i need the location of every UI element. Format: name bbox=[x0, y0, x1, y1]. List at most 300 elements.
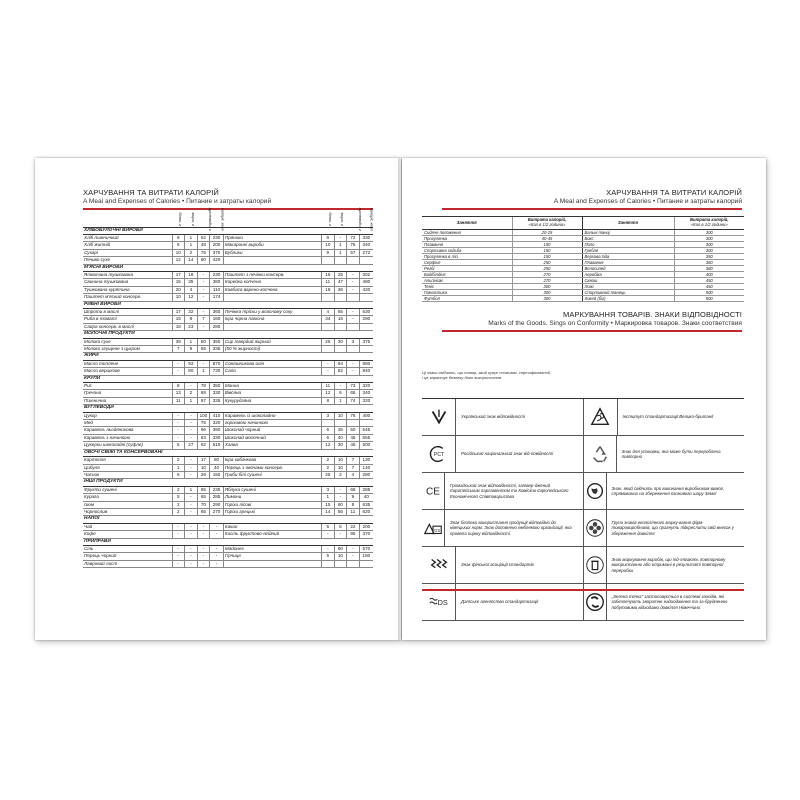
food-value bbox=[322, 323, 335, 330]
table-row bbox=[83, 390, 373, 397]
food-value: - bbox=[185, 383, 198, 390]
food-value: 350 bbox=[210, 338, 224, 345]
food-value: 6 bbox=[322, 427, 335, 434]
food-value: 420 bbox=[359, 286, 373, 293]
col-kcal: калорії, ккал bbox=[220, 207, 226, 231]
food-value: 40 bbox=[210, 464, 224, 471]
activity-calories: 20-25 bbox=[512, 230, 582, 236]
food-value: - bbox=[185, 420, 198, 427]
food-value: 1 bbox=[185, 397, 198, 404]
food-value: 36 bbox=[334, 286, 347, 293]
food-name: Лавровий лист bbox=[83, 560, 172, 567]
food-value: 340 bbox=[359, 390, 373, 397]
food-name: Печиво сухе bbox=[83, 257, 172, 264]
food-value: - bbox=[172, 560, 185, 567]
food-value: - bbox=[172, 545, 185, 552]
table-row bbox=[83, 508, 373, 515]
food-value: 1 bbox=[185, 486, 198, 493]
food-value: 74 bbox=[347, 397, 360, 404]
food-value: - bbox=[197, 560, 210, 567]
food-value: 290 bbox=[359, 316, 373, 323]
food-value: 80 bbox=[185, 368, 198, 375]
food-value: 8 bbox=[172, 234, 185, 241]
col-kcal-2: калорії, ккал bbox=[369, 207, 375, 231]
food-section-row bbox=[83, 479, 373, 486]
food-value: 65 bbox=[197, 486, 210, 493]
table-row bbox=[83, 471, 373, 478]
food-value: 65 bbox=[197, 494, 210, 501]
food-value: 6 bbox=[322, 234, 335, 241]
food-value: 1 bbox=[322, 494, 335, 501]
food-value: 370 bbox=[359, 531, 373, 538]
food-value: 320 bbox=[359, 397, 373, 404]
food-value: 7 bbox=[347, 464, 360, 471]
calories-header-2: «Кал в 1/2 години» bbox=[528, 222, 566, 227]
food-value: 60 bbox=[334, 545, 347, 552]
food-name: Кофе bbox=[83, 531, 172, 538]
food-value: 360 bbox=[210, 308, 224, 315]
food-value: - bbox=[334, 486, 347, 493]
table-row bbox=[83, 501, 373, 508]
food-name: Яловичина тушкована bbox=[83, 271, 172, 278]
food-value: 65 bbox=[347, 390, 360, 397]
food-value: 9 bbox=[185, 346, 198, 353]
bin-icon bbox=[584, 547, 607, 583]
ce-mark-icon bbox=[422, 473, 445, 509]
food-section-row bbox=[83, 331, 373, 338]
food-value: - bbox=[334, 234, 347, 241]
food-value bbox=[359, 560, 373, 567]
activity-calories: 350 bbox=[674, 254, 744, 260]
food-name: Паштет з печінки консерв. bbox=[223, 271, 321, 278]
food-value: 45 bbox=[347, 442, 360, 449]
food-value: 6 bbox=[322, 434, 335, 441]
food-name: Чай bbox=[83, 523, 172, 530]
food-value: 5 bbox=[334, 523, 347, 530]
food-value: 40 bbox=[359, 494, 373, 501]
food-value bbox=[322, 257, 335, 264]
food-value: - bbox=[197, 271, 210, 278]
activity-calories: 150 bbox=[512, 242, 582, 248]
food-value: 15 bbox=[172, 316, 185, 323]
food-value: 5 bbox=[322, 553, 335, 560]
food-name: Цибуля bbox=[83, 464, 172, 471]
mark-text: Громадський знак відповідності, затвер-джений Європейським парламентом та Комісією Європейського Економічного Співтовариства bbox=[450, 482, 569, 499]
note-line-1: Ці знаки свідчать, що товар, який купує споживач, сертифікований, bbox=[422, 370, 552, 375]
food-value: 285 bbox=[210, 494, 224, 501]
food-name: Пшенична bbox=[83, 397, 172, 404]
food-value: - bbox=[210, 545, 224, 552]
activity-calories: 150 bbox=[512, 248, 582, 254]
activity-calories: 300 bbox=[674, 248, 744, 254]
activity-calories: 360 bbox=[674, 260, 744, 266]
food-name: Чорнослив bbox=[83, 508, 172, 515]
food-value: - bbox=[210, 560, 224, 567]
food-name: Соняшникова олія bbox=[223, 360, 321, 367]
marks-table bbox=[422, 398, 744, 621]
food-value: 555 bbox=[359, 434, 373, 441]
food-value bbox=[322, 560, 335, 567]
food-name: Хліб пшеничний bbox=[83, 234, 172, 241]
food-value: 280 bbox=[359, 471, 373, 478]
food-value: 570 bbox=[359, 545, 373, 552]
activity-calories: 400 bbox=[674, 272, 744, 278]
food-value: 25 bbox=[322, 471, 335, 478]
food-name: Паштет м'ясний консерв. bbox=[83, 294, 172, 301]
food-value: 370 bbox=[210, 249, 224, 256]
food-section-row bbox=[83, 449, 373, 456]
food-name: Горіхи грецькі bbox=[223, 508, 321, 515]
ce-label: CE bbox=[425, 486, 441, 498]
food-value: 4 bbox=[347, 471, 360, 478]
table-row bbox=[83, 464, 373, 471]
food-name: Сайра консерв. в маслі bbox=[83, 323, 172, 330]
food-value bbox=[347, 323, 360, 330]
food-name: Сіль bbox=[83, 545, 172, 552]
food-value: 9 bbox=[347, 494, 360, 501]
table-row bbox=[83, 346, 373, 353]
table-row bbox=[83, 234, 373, 241]
food-name: Карамель льодяникова bbox=[83, 427, 172, 434]
section-label: ЖИРИ bbox=[83, 353, 373, 360]
food-name: Шоколад молочний bbox=[223, 434, 321, 441]
food-value: - bbox=[197, 286, 210, 293]
food-value bbox=[359, 346, 373, 353]
table-row bbox=[83, 427, 373, 434]
mark-text: Датське агентство стандартизації bbox=[461, 599, 539, 605]
food-value: 35 bbox=[185, 279, 198, 286]
food-value: 1 bbox=[172, 464, 185, 471]
food-value: 82 bbox=[334, 368, 347, 375]
food-value: 23 bbox=[185, 323, 198, 330]
col-fat: жири, г bbox=[190, 211, 196, 226]
food-section-row bbox=[83, 516, 373, 523]
food-value: 47 bbox=[334, 279, 347, 286]
mark-row bbox=[422, 399, 744, 436]
food-value: 76 bbox=[347, 412, 360, 419]
col-protein-2: білок, г bbox=[327, 211, 333, 226]
food-value: - bbox=[197, 360, 210, 367]
food-name: Кукурудзяна bbox=[223, 397, 321, 404]
food-value: - bbox=[334, 383, 347, 390]
food-value: 380 bbox=[210, 279, 224, 286]
food-value: 15 bbox=[322, 501, 335, 508]
food-value: 11 bbox=[322, 279, 335, 286]
food-value: - bbox=[185, 464, 198, 471]
activity-name: Гребля bbox=[582, 248, 674, 254]
food-value: - bbox=[172, 434, 185, 441]
food-value: - bbox=[347, 368, 360, 375]
food-value: 2 bbox=[185, 390, 198, 397]
table-row bbox=[83, 397, 373, 404]
food-value: 410 bbox=[210, 412, 224, 419]
mark-text: Знак, який свідчить про виконання виробником вимог, спрямованих на збереження озонового шару Землі bbox=[611, 485, 725, 496]
table-row bbox=[83, 420, 373, 427]
activity-name: Лижі bbox=[582, 284, 674, 290]
food-value: - bbox=[185, 434, 198, 441]
mark-text: Знак маркування виробів, що під-лягають повторному використанню або отримані в результаті повторної переробки bbox=[611, 556, 726, 573]
food-name: горіховою начинкою bbox=[223, 420, 321, 427]
food-value: 380 bbox=[210, 427, 224, 434]
mark-text: Російський національний знак від-повідності bbox=[461, 451, 554, 457]
food-value: 72 bbox=[347, 234, 360, 241]
mark-text: Знак фінської асоціації стандартів bbox=[461, 562, 534, 568]
marks-divider bbox=[442, 330, 742, 332]
food-value: 840 bbox=[359, 368, 373, 375]
activity-calories: 150 bbox=[512, 254, 582, 260]
table-row bbox=[83, 560, 373, 567]
food-name bbox=[223, 323, 321, 330]
food-value: 15 bbox=[322, 271, 335, 278]
marks-title: МАРКУВАННЯ ТОВАРІВ. ЗНАКИ ВІДПОВІДНОСТІ bbox=[563, 310, 742, 319]
food-value: 2 bbox=[172, 457, 185, 464]
food-name: Курага bbox=[83, 494, 172, 501]
mark-text: Знак для упаковки, яка може бути перероблена повторно bbox=[621, 448, 721, 459]
food-value: 4 bbox=[322, 308, 335, 315]
food-value: - bbox=[322, 531, 335, 538]
table-row bbox=[83, 286, 373, 293]
food-value: 67 bbox=[197, 397, 210, 404]
food-value: - bbox=[185, 412, 198, 419]
section-label: МОЛОЧНІ ПРОДУКТИ bbox=[83, 331, 373, 338]
food-value: 1 bbox=[185, 242, 198, 249]
food-value: 10 bbox=[197, 464, 210, 471]
table-row bbox=[83, 545, 373, 552]
activity-calories: 270 bbox=[512, 278, 582, 284]
food-value: - bbox=[185, 494, 198, 501]
food-name bbox=[223, 257, 321, 264]
food-value: 9 bbox=[322, 249, 335, 256]
food-name: Гриби білі сушені bbox=[223, 471, 321, 478]
food-value: 174 bbox=[210, 294, 224, 301]
food-value: - bbox=[185, 508, 198, 515]
food-value: 200 bbox=[210, 242, 224, 249]
food-value: - bbox=[197, 279, 210, 286]
food-value: 1 bbox=[197, 368, 210, 375]
food-value: - bbox=[347, 286, 360, 293]
food-value: 55 bbox=[197, 346, 210, 353]
food-value: - bbox=[185, 457, 198, 464]
activity-calories: 300 bbox=[674, 230, 744, 236]
food-name: Рис bbox=[83, 383, 172, 390]
food-name: Свинина тушкована bbox=[83, 279, 172, 286]
food-value: - bbox=[185, 523, 198, 530]
food-value: 7 bbox=[172, 346, 185, 353]
food-value: 34 bbox=[322, 316, 335, 323]
table-row bbox=[83, 271, 373, 278]
mark-row bbox=[422, 436, 744, 473]
section-label: ХЛІБОБУЛОЧНІ ВИРОБИ bbox=[83, 227, 373, 234]
food-value: 26 bbox=[197, 471, 210, 478]
right-divider bbox=[442, 208, 742, 210]
food-value: 5 bbox=[172, 494, 185, 501]
food-value: 1 bbox=[185, 234, 198, 241]
right-page bbox=[402, 158, 766, 640]
recycle-icon bbox=[584, 436, 617, 472]
food-value: 12 bbox=[172, 257, 185, 264]
activity-calories: 300 bbox=[512, 284, 582, 290]
table-row bbox=[83, 338, 373, 345]
food-name: Сухарі bbox=[83, 249, 172, 256]
food-value: 22 bbox=[347, 523, 360, 530]
food-value: 40 bbox=[334, 434, 347, 441]
food-value: 350 bbox=[210, 383, 224, 390]
food-value bbox=[334, 420, 347, 427]
food-value: 10 bbox=[334, 412, 347, 419]
activity-table-header bbox=[422, 217, 744, 230]
food-value: 10 bbox=[334, 553, 347, 560]
activity-name: Верхова їзда bbox=[582, 254, 674, 260]
food-value: 48 bbox=[197, 242, 210, 249]
activity-name: Бодібілдінг bbox=[422, 272, 512, 278]
table-row bbox=[83, 412, 373, 419]
table-row bbox=[83, 531, 373, 538]
food-value: 2 bbox=[172, 501, 185, 508]
food-value: 2 bbox=[322, 457, 335, 464]
activity-name: Хокей (біг) bbox=[582, 296, 674, 302]
table-row bbox=[83, 249, 373, 256]
food-value: 730 bbox=[210, 368, 224, 375]
food-value: 38 bbox=[172, 338, 185, 345]
food-value: - bbox=[172, 368, 185, 375]
table-row bbox=[83, 257, 373, 264]
food-value: - bbox=[347, 545, 360, 552]
activity-name: Регбі bbox=[422, 266, 512, 272]
food-name: Часник bbox=[83, 471, 172, 478]
section-label: КРУПИ bbox=[83, 375, 373, 382]
activity-calories: 300 bbox=[512, 296, 582, 302]
food-value: 94 bbox=[334, 360, 347, 367]
food-value: 52 bbox=[197, 234, 210, 241]
food-name: Перець з овочами консерв. bbox=[223, 464, 321, 471]
food-value: 635 bbox=[359, 501, 373, 508]
food-name: Печінка тріски у власному соку bbox=[223, 308, 321, 315]
food-name: Молоко сухе bbox=[83, 338, 172, 345]
activity-header-2: Заняття bbox=[582, 217, 674, 230]
food-value: 65 bbox=[334, 308, 347, 315]
food-value: 2 bbox=[185, 249, 198, 256]
food-value: 25 bbox=[334, 271, 347, 278]
triangle-ss-icon bbox=[584, 399, 618, 435]
food-name: Перець чорний bbox=[83, 553, 172, 560]
food-value: 25 bbox=[322, 338, 335, 345]
food-value: 4 bbox=[185, 286, 198, 293]
food-value: 20 bbox=[172, 286, 185, 293]
calories-header-1: Витрата калорій, bbox=[527, 217, 567, 223]
table-row bbox=[83, 523, 373, 530]
mark-text: „Зелена точка" застосовується в системі заходів, які забезпечують зворотне надходження та за-брудненню побутовими відходами довкілля Німеччини bbox=[611, 593, 728, 610]
food-value: 68 bbox=[197, 390, 210, 397]
food-name: Гірчиця bbox=[223, 553, 321, 560]
food-value: - bbox=[197, 294, 210, 301]
food-value: 6 bbox=[172, 242, 185, 249]
food-name: Шпроти в маслі bbox=[83, 308, 172, 315]
food-name bbox=[223, 560, 321, 567]
food-value: - bbox=[197, 323, 210, 330]
food-value bbox=[322, 346, 335, 353]
food-value: 18 bbox=[172, 323, 185, 330]
food-value: - bbox=[185, 501, 198, 508]
food-section-row bbox=[83, 227, 373, 234]
food-value: 110 bbox=[210, 286, 224, 293]
food-value: - bbox=[322, 545, 335, 552]
food-value: 45 bbox=[347, 434, 360, 441]
waves-icon bbox=[422, 547, 456, 583]
food-name: Фрукти сушені bbox=[83, 486, 172, 493]
activity-name: Теніс bbox=[422, 284, 512, 290]
food-value: - bbox=[185, 471, 198, 478]
food-value: 515 bbox=[210, 442, 224, 449]
food-name: Какао bbox=[223, 523, 321, 530]
food-value: 180 bbox=[359, 553, 373, 560]
food-value: - bbox=[347, 360, 360, 367]
food-value: 11 bbox=[322, 383, 335, 390]
food-value: 10 bbox=[334, 457, 347, 464]
food-value: 330 bbox=[359, 234, 373, 241]
table-row bbox=[83, 323, 373, 330]
food-name: Гречана bbox=[83, 390, 172, 397]
food-table bbox=[83, 207, 375, 568]
food-value bbox=[359, 257, 373, 264]
globe-icon bbox=[584, 473, 607, 509]
mark-text: Інститут стандартизації Велико-британії bbox=[622, 414, 714, 420]
activity-name: Спортивна ходьба bbox=[422, 248, 512, 254]
food-name: Ікра чорна паюсна bbox=[223, 316, 321, 323]
food-name: Халва bbox=[223, 442, 321, 449]
activity-name: Сквош bbox=[582, 278, 674, 284]
table-row bbox=[83, 279, 373, 286]
food-value: 272 bbox=[359, 249, 373, 256]
marks-note bbox=[422, 370, 742, 380]
food-value: - bbox=[185, 553, 198, 560]
activity-calories: 300 bbox=[674, 236, 744, 242]
food-name: Карамель із шоколадно- bbox=[223, 412, 321, 419]
food-value: - bbox=[347, 279, 360, 286]
food-value: 302 bbox=[359, 271, 373, 278]
food-value: - bbox=[210, 523, 224, 530]
food-value: 1 bbox=[334, 249, 347, 256]
food-value: - bbox=[197, 308, 210, 315]
food-value: - bbox=[172, 553, 185, 560]
food-value: 620 bbox=[359, 508, 373, 515]
food-value: 235 bbox=[210, 486, 224, 493]
food-value: - bbox=[172, 427, 185, 434]
food-name: Риба в томаті bbox=[83, 316, 172, 323]
food-value: 1 bbox=[185, 338, 198, 345]
food-value: 2 bbox=[322, 464, 335, 471]
food-value: - bbox=[185, 545, 198, 552]
food-value: - bbox=[347, 553, 360, 560]
food-value: 230 bbox=[210, 234, 224, 241]
food-name: Корейка копчена bbox=[223, 279, 321, 286]
right-header bbox=[442, 188, 742, 210]
food-value: - bbox=[185, 531, 198, 538]
food-value: 2 bbox=[172, 508, 185, 515]
food-value: 5 bbox=[322, 523, 335, 530]
activity-name: Прогулянка bbox=[422, 236, 512, 242]
food-value: 2 bbox=[172, 486, 185, 493]
food-value: 10 bbox=[334, 464, 347, 471]
food-value: 880 bbox=[359, 360, 373, 367]
activity-calories: 300 bbox=[512, 290, 582, 296]
food-name: Карамель з начинкою bbox=[83, 434, 172, 441]
left-title: ХАРЧУВАННЯ ТА ВИТРАТИ КАЛОРІЙ bbox=[83, 188, 219, 197]
food-section-row bbox=[83, 375, 373, 382]
food-name: Макаронні вироби bbox=[223, 242, 321, 249]
activity-name: Поло bbox=[582, 242, 674, 248]
table-row bbox=[83, 368, 373, 375]
activity-name: Плавання bbox=[422, 242, 512, 248]
